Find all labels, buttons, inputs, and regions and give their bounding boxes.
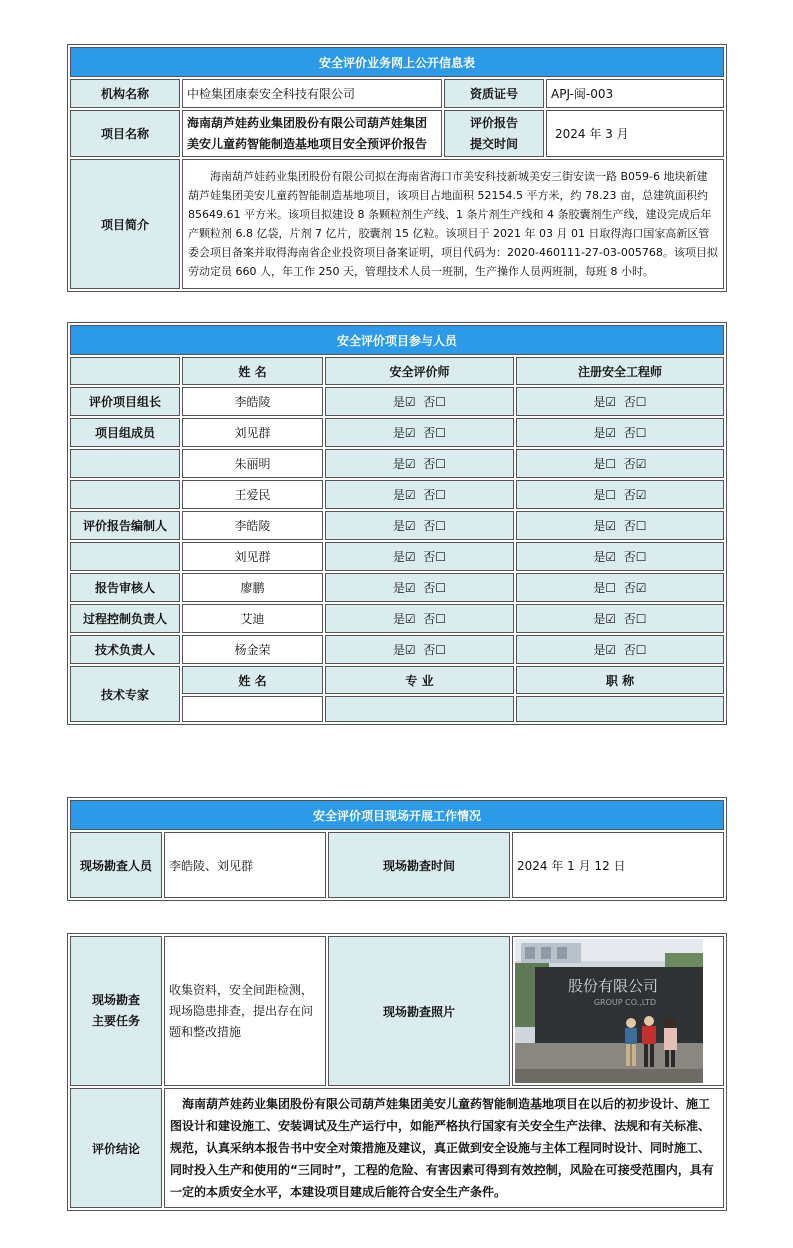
org-label: 机构名称 (70, 79, 180, 108)
staff-engineer-check: 是☑ 否☐ (516, 635, 724, 664)
staff-name: 廖鹏 (182, 573, 323, 602)
staff-row (70, 480, 724, 509)
staff-role: 评价项目组长 (70, 387, 180, 416)
staff-row (70, 449, 724, 478)
staff-role: 评价报告编制人 (70, 511, 180, 540)
task-label-line2: 主要任务 (91, 1014, 140, 1028)
expert-name-cell (182, 696, 323, 722)
staff-role (70, 449, 180, 478)
submit-value: 2024 年 3 月 (546, 110, 724, 157)
staff-row (70, 573, 724, 602)
col-engineer: 注册安全工程师 (516, 357, 724, 385)
staff-engineer-check: 是☐ 否☑ (516, 480, 724, 509)
photo-sign-text: 股份有限公司 (567, 977, 659, 995)
submit-label-line2: 提交时间 (469, 136, 518, 151)
intro-text: 海南葫芦娃药业集团股份有限公司拟在海南省海口市美安科技新城美安三街安读一路 B059-6 地块新建葫芦娃集团美安儿童药智能制造基地项目，该项目占地面积 52154.5 平方米，约 78.23 亩，总建筑面积约 85649.61 平方米。该项目拟建设 8 条颗粒剂生产线、1 条片剂生产线和 4 条胶囊剂生产线，建设完成后年产颗粒剂 6.8 亿袋，片剂 7 亿片，胶囊剂 15 亿粒。该项目于 2021 年 03 月 01 日取得海口国家高新区管委会项目备案并取得海南省企业投资项目备案证明，项目代码为：2020-460111-27-03-005768。该项目拟劳动定员 660 人，年工作 250 天，管理技术人员一班制，生产操作人员两班制，每班 8 小时。 (182, 159, 724, 289)
expert-col-name: 姓 名 (182, 666, 323, 694)
photo-label: 现场勘查照片 (328, 936, 510, 1086)
task-table (67, 933, 727, 1211)
org-value: 中检集团康泰安全科技有限公司 (182, 79, 442, 108)
conclusion-label: 评价结论 (70, 1088, 162, 1208)
staff-name: 李皓陵 (182, 387, 323, 416)
staff-engineer-check: 是☑ 否☐ (516, 418, 724, 447)
staff-evaluator-check: 是☑ 否☐ (325, 418, 514, 447)
expert-col-major: 专 业 (325, 666, 514, 694)
staff-table-title: 安全评价项目参与人员 (70, 325, 724, 355)
conclusion-text: 海南葫芦娃药业集团股份有限公司葫芦娃集团美安儿童药智能制造基地项目在以后的初步设计、施工图设计和建设施工、安装调试及生产运行中，如能严格执行国家有关安全生产法律、法规和有关标准、规范，认真采纳本报告书中安全对策措施及建议，真正做到安全设施与主体工程同时设计、同时施工、同时投入生产和使用的“三同时”，工程的危险、有害因素可得到有效控制，风险在可接受范围内，具有一定的本质安全水平，本建设项目建成后能符合安全生产条件。 (164, 1088, 724, 1208)
intro-label: 项目简介 (70, 159, 180, 289)
staff-name: 王爱民 (182, 480, 323, 509)
staff-row (70, 387, 724, 416)
expert-label: 技术专家 (70, 666, 180, 722)
cert-value: APJ-闽-003 (546, 79, 724, 108)
col-name: 姓 名 (182, 357, 323, 385)
cert-label: 资质证号 (444, 79, 544, 108)
photo-sign-sub: GROUP CO.,LTD (593, 998, 657, 1007)
staff-evaluator-check: 是☑ 否☐ (325, 635, 514, 664)
staff-engineer-check: 是☐ 否☑ (516, 573, 724, 602)
staff-engineer-check: 是☑ 否☐ (516, 604, 724, 633)
staff-role: 技术负责人 (70, 635, 180, 664)
project-value: 海南葫芦娃药业集团股份有限公司葫芦娃集团美安儿童药智能制造基地项目安全预评价报告 (182, 110, 442, 157)
site-photo-image (515, 939, 703, 1083)
staff-name: 朱丽明 (182, 449, 323, 478)
survey-people-label: 现场勘查人员 (70, 832, 162, 898)
staff-row (70, 418, 724, 447)
staff-evaluator-check: 是☑ 否☐ (325, 387, 514, 416)
staff-name: 艾迪 (182, 604, 323, 633)
staff-engineer-check: 是☐ 否☑ (516, 449, 724, 478)
staff-evaluator-check: 是☑ 否☐ (325, 511, 514, 540)
staff-row (70, 511, 724, 540)
staff-row (70, 542, 724, 571)
staff-evaluator-check: 是☑ 否☐ (325, 573, 514, 602)
staff-name: 刘见群 (182, 542, 323, 571)
staff-engineer-check: 是☑ 否☐ (516, 387, 724, 416)
info-table (67, 44, 727, 292)
submit-label (444, 110, 544, 157)
staff-table (67, 322, 727, 725)
staff-role (70, 542, 180, 571)
survey-time-label: 现场勘查时间 (328, 832, 510, 898)
staff-evaluator-check: 是☑ 否☐ (325, 604, 514, 633)
staff-evaluator-check: 是☑ 否☐ (325, 542, 514, 571)
expert-major-cell (325, 696, 514, 722)
survey-time-value: 2024 年 1 月 12 日 (512, 832, 724, 898)
site-table-title: 安全评价项目现场开展工作情况 (70, 800, 724, 830)
staff-evaluator-check: 是☑ 否☐ (325, 449, 514, 478)
staff-role: 项目组成员 (70, 418, 180, 447)
staff-header-empty (70, 357, 180, 385)
site-photo (512, 936, 724, 1086)
staff-engineer-check: 是☑ 否☐ (516, 511, 724, 540)
survey-people-value: 李皓陵、刘见群 (164, 832, 326, 898)
staff-name: 李皓陵 (182, 511, 323, 540)
staff-name: 杨金荣 (182, 635, 323, 664)
staff-rows (70, 387, 724, 664)
staff-row (70, 635, 724, 664)
info-table-title: 安全评价业务网上公开信息表 (70, 47, 724, 77)
staff-role (70, 480, 180, 509)
col-evaluator: 安全评价师 (325, 357, 514, 385)
staff-engineer-check: 是☑ 否☐ (516, 542, 724, 571)
project-label: 项目名称 (70, 110, 180, 157)
task-value: 收集资料，安全间距检测，现场隐患排查，提出存在问题和整改措施 (164, 936, 326, 1086)
expert-title-cell (516, 696, 724, 722)
site-table (67, 797, 727, 901)
staff-role: 过程控制负责人 (70, 604, 180, 633)
expert-col-title: 职 称 (516, 666, 724, 694)
staff-evaluator-check: 是☑ 否☐ (325, 480, 514, 509)
staff-row (70, 604, 724, 633)
task-label-line1: 现场勘查 (91, 993, 140, 1007)
staff-name: 刘见群 (182, 418, 323, 447)
submit-label-line1: 评价报告 (469, 115, 518, 130)
staff-role: 报告审核人 (70, 573, 180, 602)
task-label (70, 936, 162, 1086)
